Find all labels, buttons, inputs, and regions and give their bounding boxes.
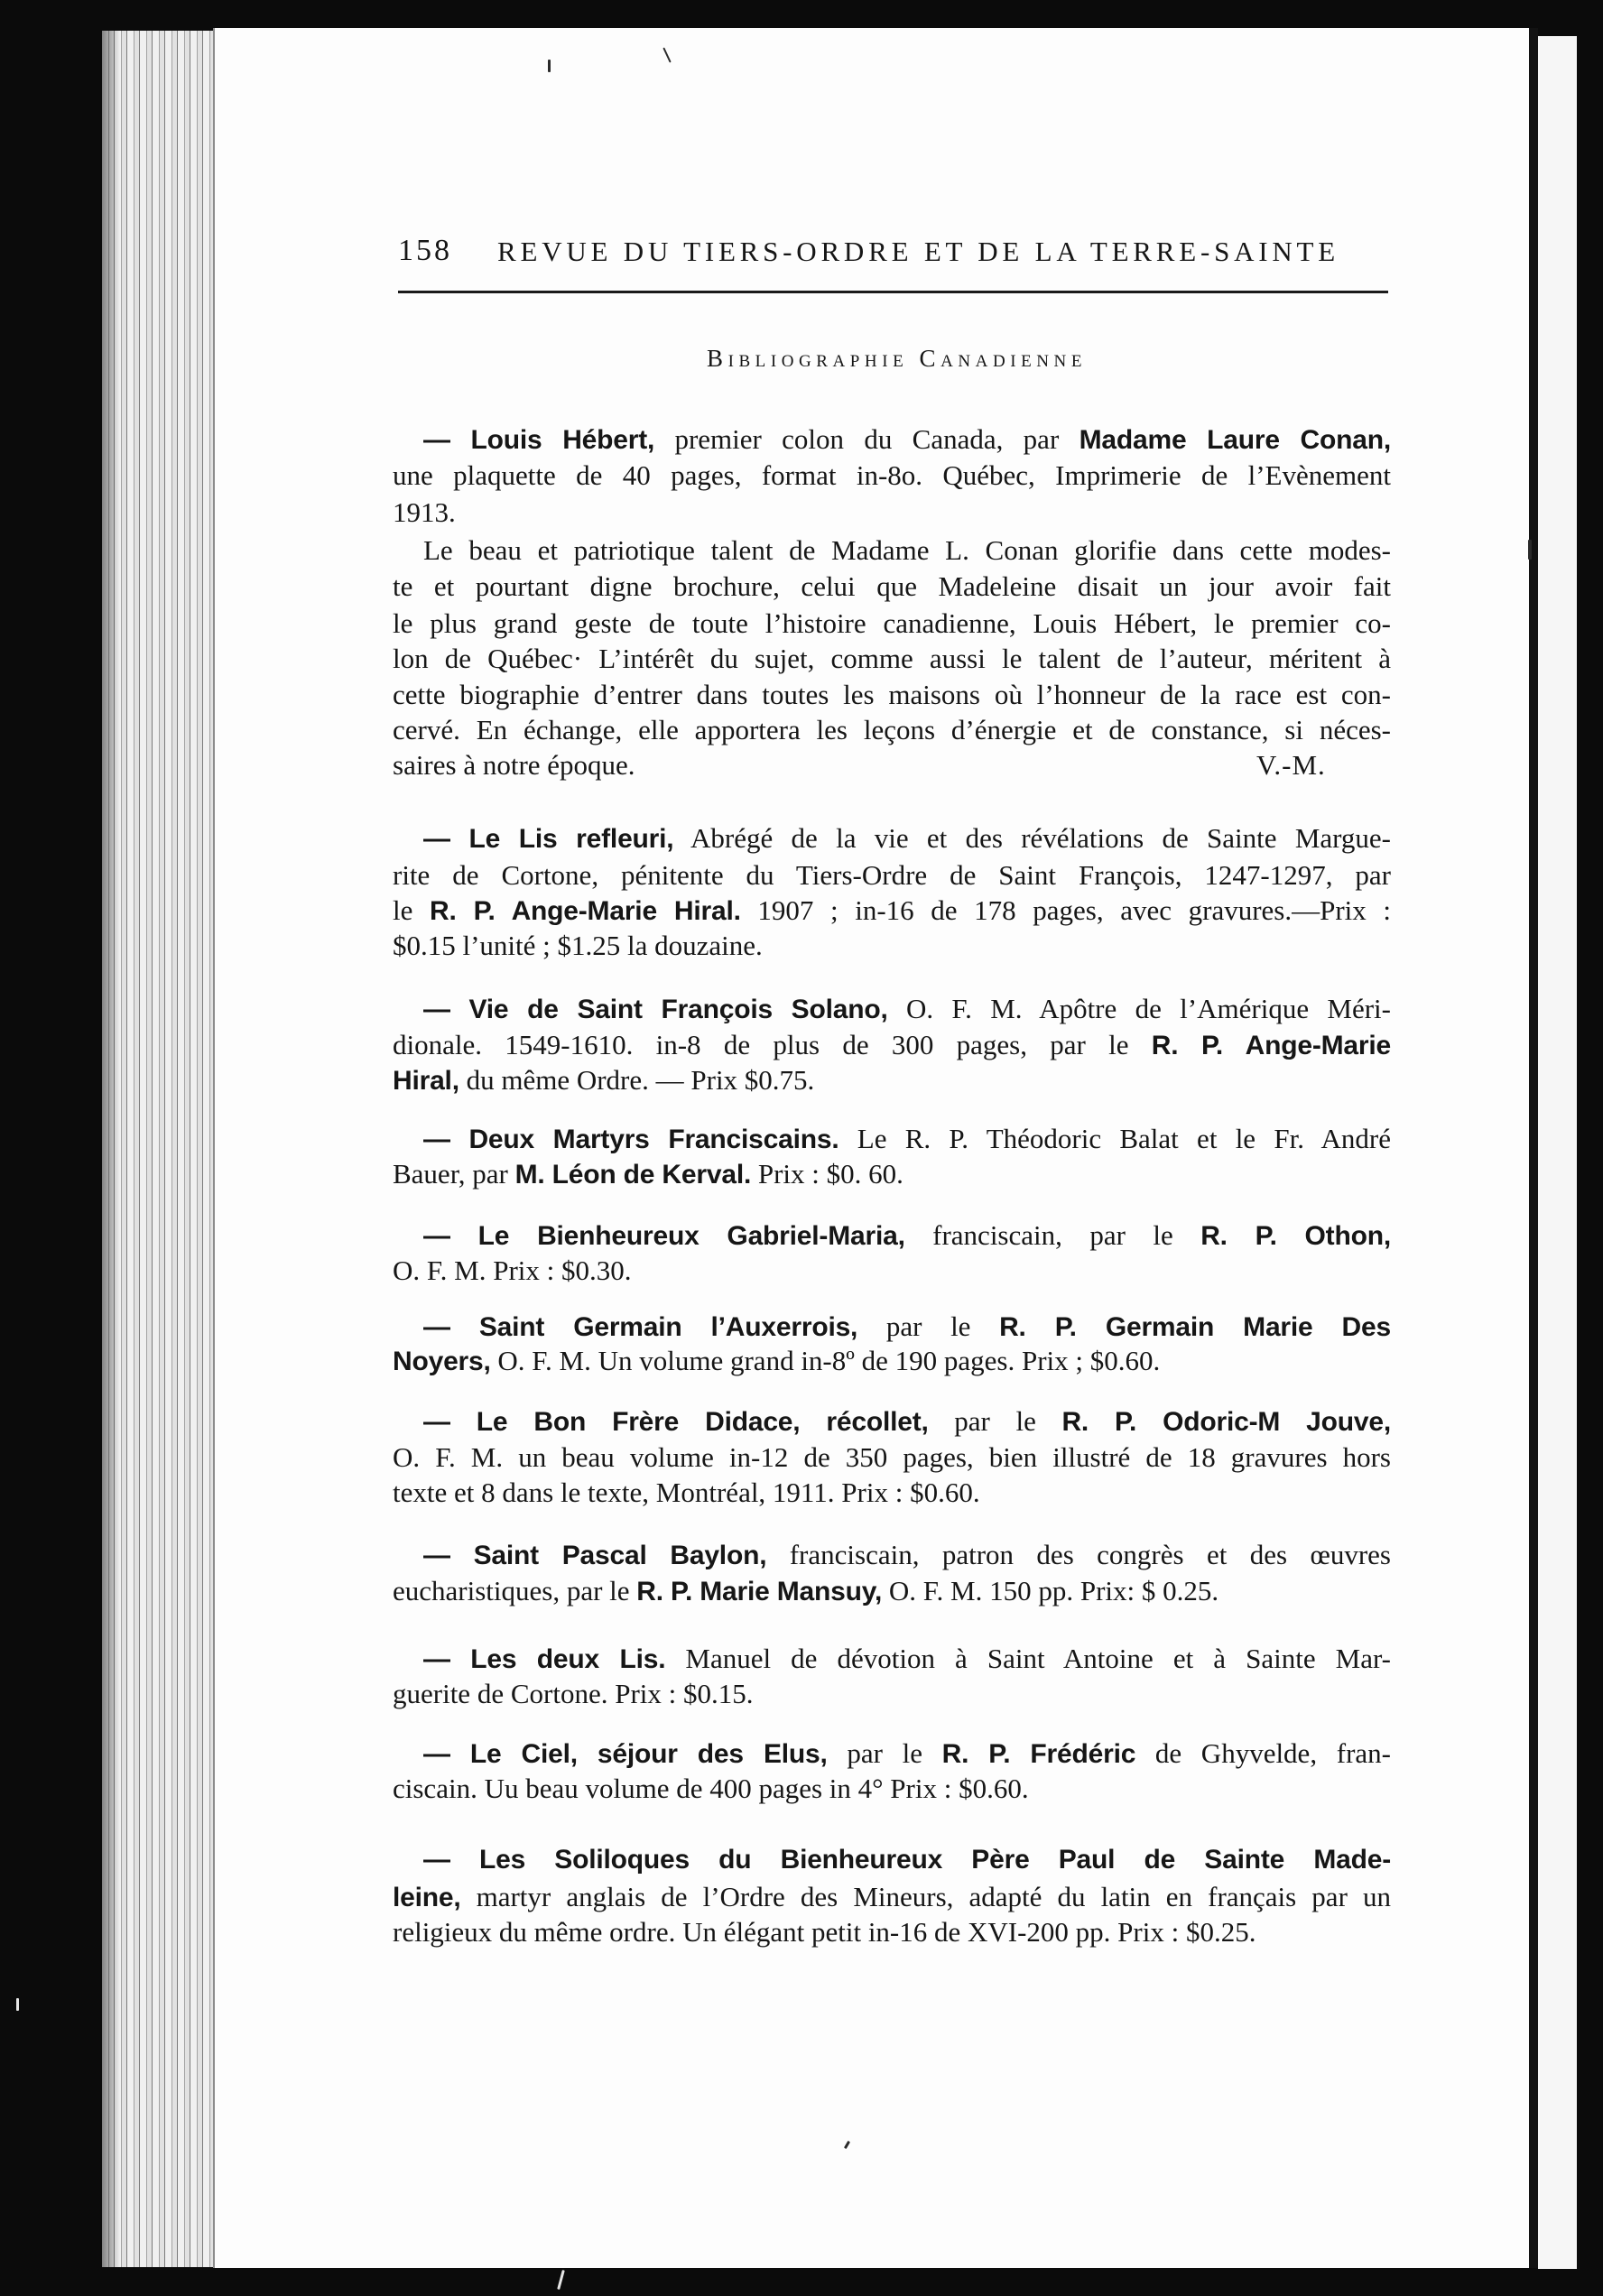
body-text: Le R. P. Théodoric Balat et le Fr. André bbox=[839, 1123, 1391, 1154]
text-line bbox=[393, 1253, 1391, 1289]
text-line bbox=[393, 1062, 1391, 1098]
body-text: franciscain, patron des congrès et des œuvres bbox=[766, 1539, 1391, 1570]
bold-title-text: — Le Bienheureux Gabriel-Maria, bbox=[423, 1221, 905, 1251]
text-line-content bbox=[393, 1253, 632, 1289]
body-text: franciscain, par le bbox=[904, 1219, 1201, 1251]
text-line bbox=[393, 857, 1391, 893]
text-line-content bbox=[393, 1676, 754, 1712]
text-line bbox=[393, 495, 1391, 531]
text-line-content bbox=[393, 928, 763, 964]
text-line-content bbox=[393, 712, 1391, 748]
text-line-content bbox=[393, 857, 1391, 893]
text-line-content bbox=[393, 1027, 1391, 1064]
bold-title-text: Madame Laure Conan, bbox=[1079, 425, 1391, 455]
text-line-content bbox=[423, 820, 1391, 857]
text-line bbox=[393, 712, 1391, 748]
text-line-content bbox=[423, 1217, 1391, 1254]
text-line-content bbox=[393, 1062, 814, 1099]
page-number: 158 bbox=[398, 234, 452, 267]
text-line-content bbox=[423, 1736, 1391, 1773]
body-text: texte et 8 dans le texte, Montréal, 1911. Prix : $0.60. bbox=[393, 1477, 980, 1508]
text-line-content bbox=[393, 677, 1391, 713]
bold-title-text: — Le Lis refleuri, bbox=[423, 824, 674, 854]
text-line bbox=[393, 893, 1391, 929]
text-line-content bbox=[393, 1440, 1391, 1476]
bold-title-text: — Vie de Saint François Solano, bbox=[423, 995, 888, 1024]
text-line bbox=[423, 1403, 1391, 1440]
bold-title-text: R. P. Germain Marie Des bbox=[999, 1312, 1391, 1342]
body-text: Le beau et patriotique talent de Madame L. Conan glorifie dans cette modes- bbox=[423, 534, 1391, 566]
bold-title-text: — Le Ciel, séjour des Elus, bbox=[423, 1739, 828, 1769]
bold-title-text: R. P. Ange-Marie bbox=[1151, 1031, 1391, 1060]
text-line-content bbox=[393, 569, 1391, 605]
text-line bbox=[393, 1475, 1391, 1511]
body-text: une plaquette de 40 pages, format in-8o. Québec, Imprimerie de l’Evènement bbox=[393, 459, 1391, 491]
body-text: martyr anglais de l’Ordre des Mineurs, adapté du latin en français par un bbox=[460, 1881, 1391, 1912]
text-line bbox=[423, 991, 1391, 1027]
text-line bbox=[423, 1309, 1391, 1345]
text-line-content bbox=[423, 1121, 1391, 1158]
bold-title-text: — Saint Pascal Baylon, bbox=[423, 1541, 767, 1570]
text-line-content bbox=[393, 1343, 1160, 1380]
bold-title-text: — Saint Germain l’Auxerrois, bbox=[423, 1312, 858, 1342]
text-line bbox=[423, 1841, 1391, 1877]
body-text: premier colon du Canada, par bbox=[654, 423, 1079, 455]
body-text: O. F. M. Prix : $0.30. bbox=[393, 1254, 632, 1286]
body-text: te et pourtant digne brochure, celui que Madeleine disait un jour avoir fait bbox=[393, 570, 1391, 602]
text-line bbox=[393, 1914, 1391, 1950]
text-line bbox=[393, 1676, 1391, 1712]
text-line bbox=[423, 1121, 1391, 1157]
body-text: Abrégé de la vie et des révélations de Sainte Margue- bbox=[673, 822, 1391, 854]
text-line bbox=[423, 1217, 1391, 1254]
body-text: par le bbox=[827, 1737, 942, 1769]
text-line-content bbox=[393, 1879, 1391, 1916]
text-line-content bbox=[423, 991, 1391, 1028]
text-line bbox=[393, 569, 1391, 605]
bold-title-text: R. P. Frédéric bbox=[941, 1739, 1136, 1769]
body-text: ciscain. Uu beau volume de 400 pages in 4° Prix : $0.60. bbox=[393, 1773, 1029, 1804]
body-text: 1907 ; in-16 de 178 pages, avec gravures.—Prix : bbox=[740, 894, 1392, 926]
body-text: de Ghyvelde, fran- bbox=[1135, 1737, 1391, 1769]
text-line bbox=[393, 1343, 1391, 1379]
text-line-content bbox=[393, 641, 1391, 677]
text-line bbox=[393, 928, 1391, 964]
text-line bbox=[423, 1537, 1391, 1573]
body-text: le bbox=[393, 894, 430, 926]
text-line-content bbox=[423, 1403, 1391, 1440]
bold-title-text: — Le Bon Frère Didace, récollet, bbox=[423, 1407, 929, 1437]
body-text: eucharistiques, par le bbox=[393, 1575, 637, 1606]
text-line bbox=[393, 1573, 1391, 1609]
text-line-content bbox=[423, 1537, 1391, 1574]
body-text: rite de Cortone, pénitente du Tiers-Ordre de Saint François, 1247-1297, par bbox=[393, 859, 1391, 891]
text-line bbox=[423, 1736, 1391, 1772]
body-text: Manuel de dévotion à Saint Antoine et à Sainte Mar- bbox=[665, 1643, 1391, 1674]
text-line-content bbox=[393, 1156, 903, 1193]
text-line-content bbox=[393, 1914, 1256, 1950]
bold-title-text: R. P. Ange-Marie Hiral. bbox=[430, 896, 741, 926]
text-line bbox=[393, 1156, 1391, 1192]
text-line bbox=[393, 641, 1391, 677]
text-line-content bbox=[393, 1475, 980, 1511]
bold-title-text: — Deux Martyrs Franciscains. bbox=[423, 1125, 839, 1154]
body-text: cette biographie d’entrer dans toutes les maisons où l’honneur de la race est con- bbox=[393, 679, 1391, 710]
text-line-content bbox=[393, 747, 635, 783]
bold-title-text: R. P. Marie Mansuy, bbox=[636, 1577, 883, 1606]
body-text: lon de Québec· L’intérêt du sujet, comme aussi le talent de l’auteur, méritent à bbox=[393, 643, 1391, 674]
bold-title-text: — Les Soliloques du Bienheureux Père Paul de Sainte Made- bbox=[423, 1845, 1391, 1875]
bold-title-text: R. P. Othon, bbox=[1200, 1221, 1391, 1251]
body-text: Bauer, par bbox=[393, 1158, 515, 1190]
bold-title-text: Noyers, bbox=[393, 1347, 491, 1376]
body-text: guerite de Cortone. Prix : $0.15. bbox=[393, 1678, 754, 1709]
body-text: O. F. M. Un volume grand in-8º de 190 pages. Prix ; $0.60. bbox=[490, 1345, 1161, 1376]
text-line bbox=[393, 747, 1391, 783]
body-text: saires à notre époque. bbox=[393, 749, 635, 781]
text-line-content bbox=[423, 532, 1391, 569]
body-text: O. F. M. un beau volume in-12 de 350 pages, bien illustré de 18 gravures hors bbox=[393, 1441, 1391, 1473]
text-line-content bbox=[393, 495, 456, 531]
text-line-content bbox=[393, 1771, 1029, 1807]
header-rule bbox=[398, 291, 1388, 293]
body-text: O. F. M. 150 pp. Prix: $ 0.25. bbox=[882, 1575, 1219, 1606]
body-text: $0.15 l’unité ; $1.25 la douzaine. bbox=[393, 930, 763, 961]
bold-title-text: M. Léon de Kerval. bbox=[514, 1160, 752, 1190]
text-line-content bbox=[393, 606, 1391, 642]
text-line bbox=[393, 606, 1391, 642]
body-text: dionale. 1549-1610. in-8 de plus de 300 pages, par le bbox=[393, 1029, 1152, 1060]
text-line-content bbox=[393, 458, 1391, 494]
text-line bbox=[393, 1879, 1391, 1915]
bold-title-text: Hiral, bbox=[393, 1066, 459, 1096]
text-line bbox=[423, 421, 1391, 458]
bold-title-text: R. P. Odoric-M Jouve, bbox=[1061, 1407, 1391, 1437]
text-line-content bbox=[423, 1309, 1391, 1346]
bold-title-text: leine, bbox=[393, 1883, 461, 1912]
body-text: religieux du même ordre. Un élégant petit in-16 de XVI-200 pp. Prix : $0.25. bbox=[393, 1916, 1256, 1948]
body-text: le plus grand geste de toute l’histoire canadienne, Louis Hébert, le premier co- bbox=[393, 607, 1391, 639]
text-line bbox=[423, 1641, 1391, 1677]
author-signature: V.-M. bbox=[1256, 749, 1326, 781]
text-line bbox=[393, 677, 1391, 713]
bold-title-text: — Louis Hébert, bbox=[423, 425, 655, 455]
text-line-content bbox=[393, 1573, 1218, 1610]
body-text: par le bbox=[928, 1405, 1062, 1437]
text-line bbox=[393, 1771, 1391, 1807]
body-text: 1913. bbox=[393, 496, 456, 528]
text-line bbox=[423, 532, 1391, 569]
text-line-content bbox=[423, 1841, 1391, 1878]
text-line-content bbox=[423, 421, 1391, 458]
text-line-content bbox=[393, 893, 1391, 930]
body-text: O. F. M. Apôtre de l’Amérique Méri- bbox=[887, 993, 1391, 1024]
bold-title-text: — Les deux Lis. bbox=[423, 1644, 666, 1674]
text-line bbox=[393, 458, 1391, 494]
body-text: cervé. En échange, elle apportera les leçons d’énergie et de constance, si néces- bbox=[393, 714, 1391, 745]
text-line-content bbox=[423, 1641, 1391, 1678]
body-text: Prix : $0. 60. bbox=[751, 1158, 903, 1190]
section-title: Bibliographie Canadienne bbox=[707, 345, 1087, 372]
running-title: REVUE DU TIERS-ORDRE ET DE LA TERRE-SAINTE bbox=[497, 236, 1339, 267]
body-text: par le bbox=[857, 1310, 1000, 1342]
text-line bbox=[393, 1027, 1391, 1063]
body-text: du même Ordre. — Prix $0.75. bbox=[459, 1064, 815, 1096]
text-line bbox=[393, 1440, 1391, 1476]
text-line bbox=[423, 820, 1391, 856]
